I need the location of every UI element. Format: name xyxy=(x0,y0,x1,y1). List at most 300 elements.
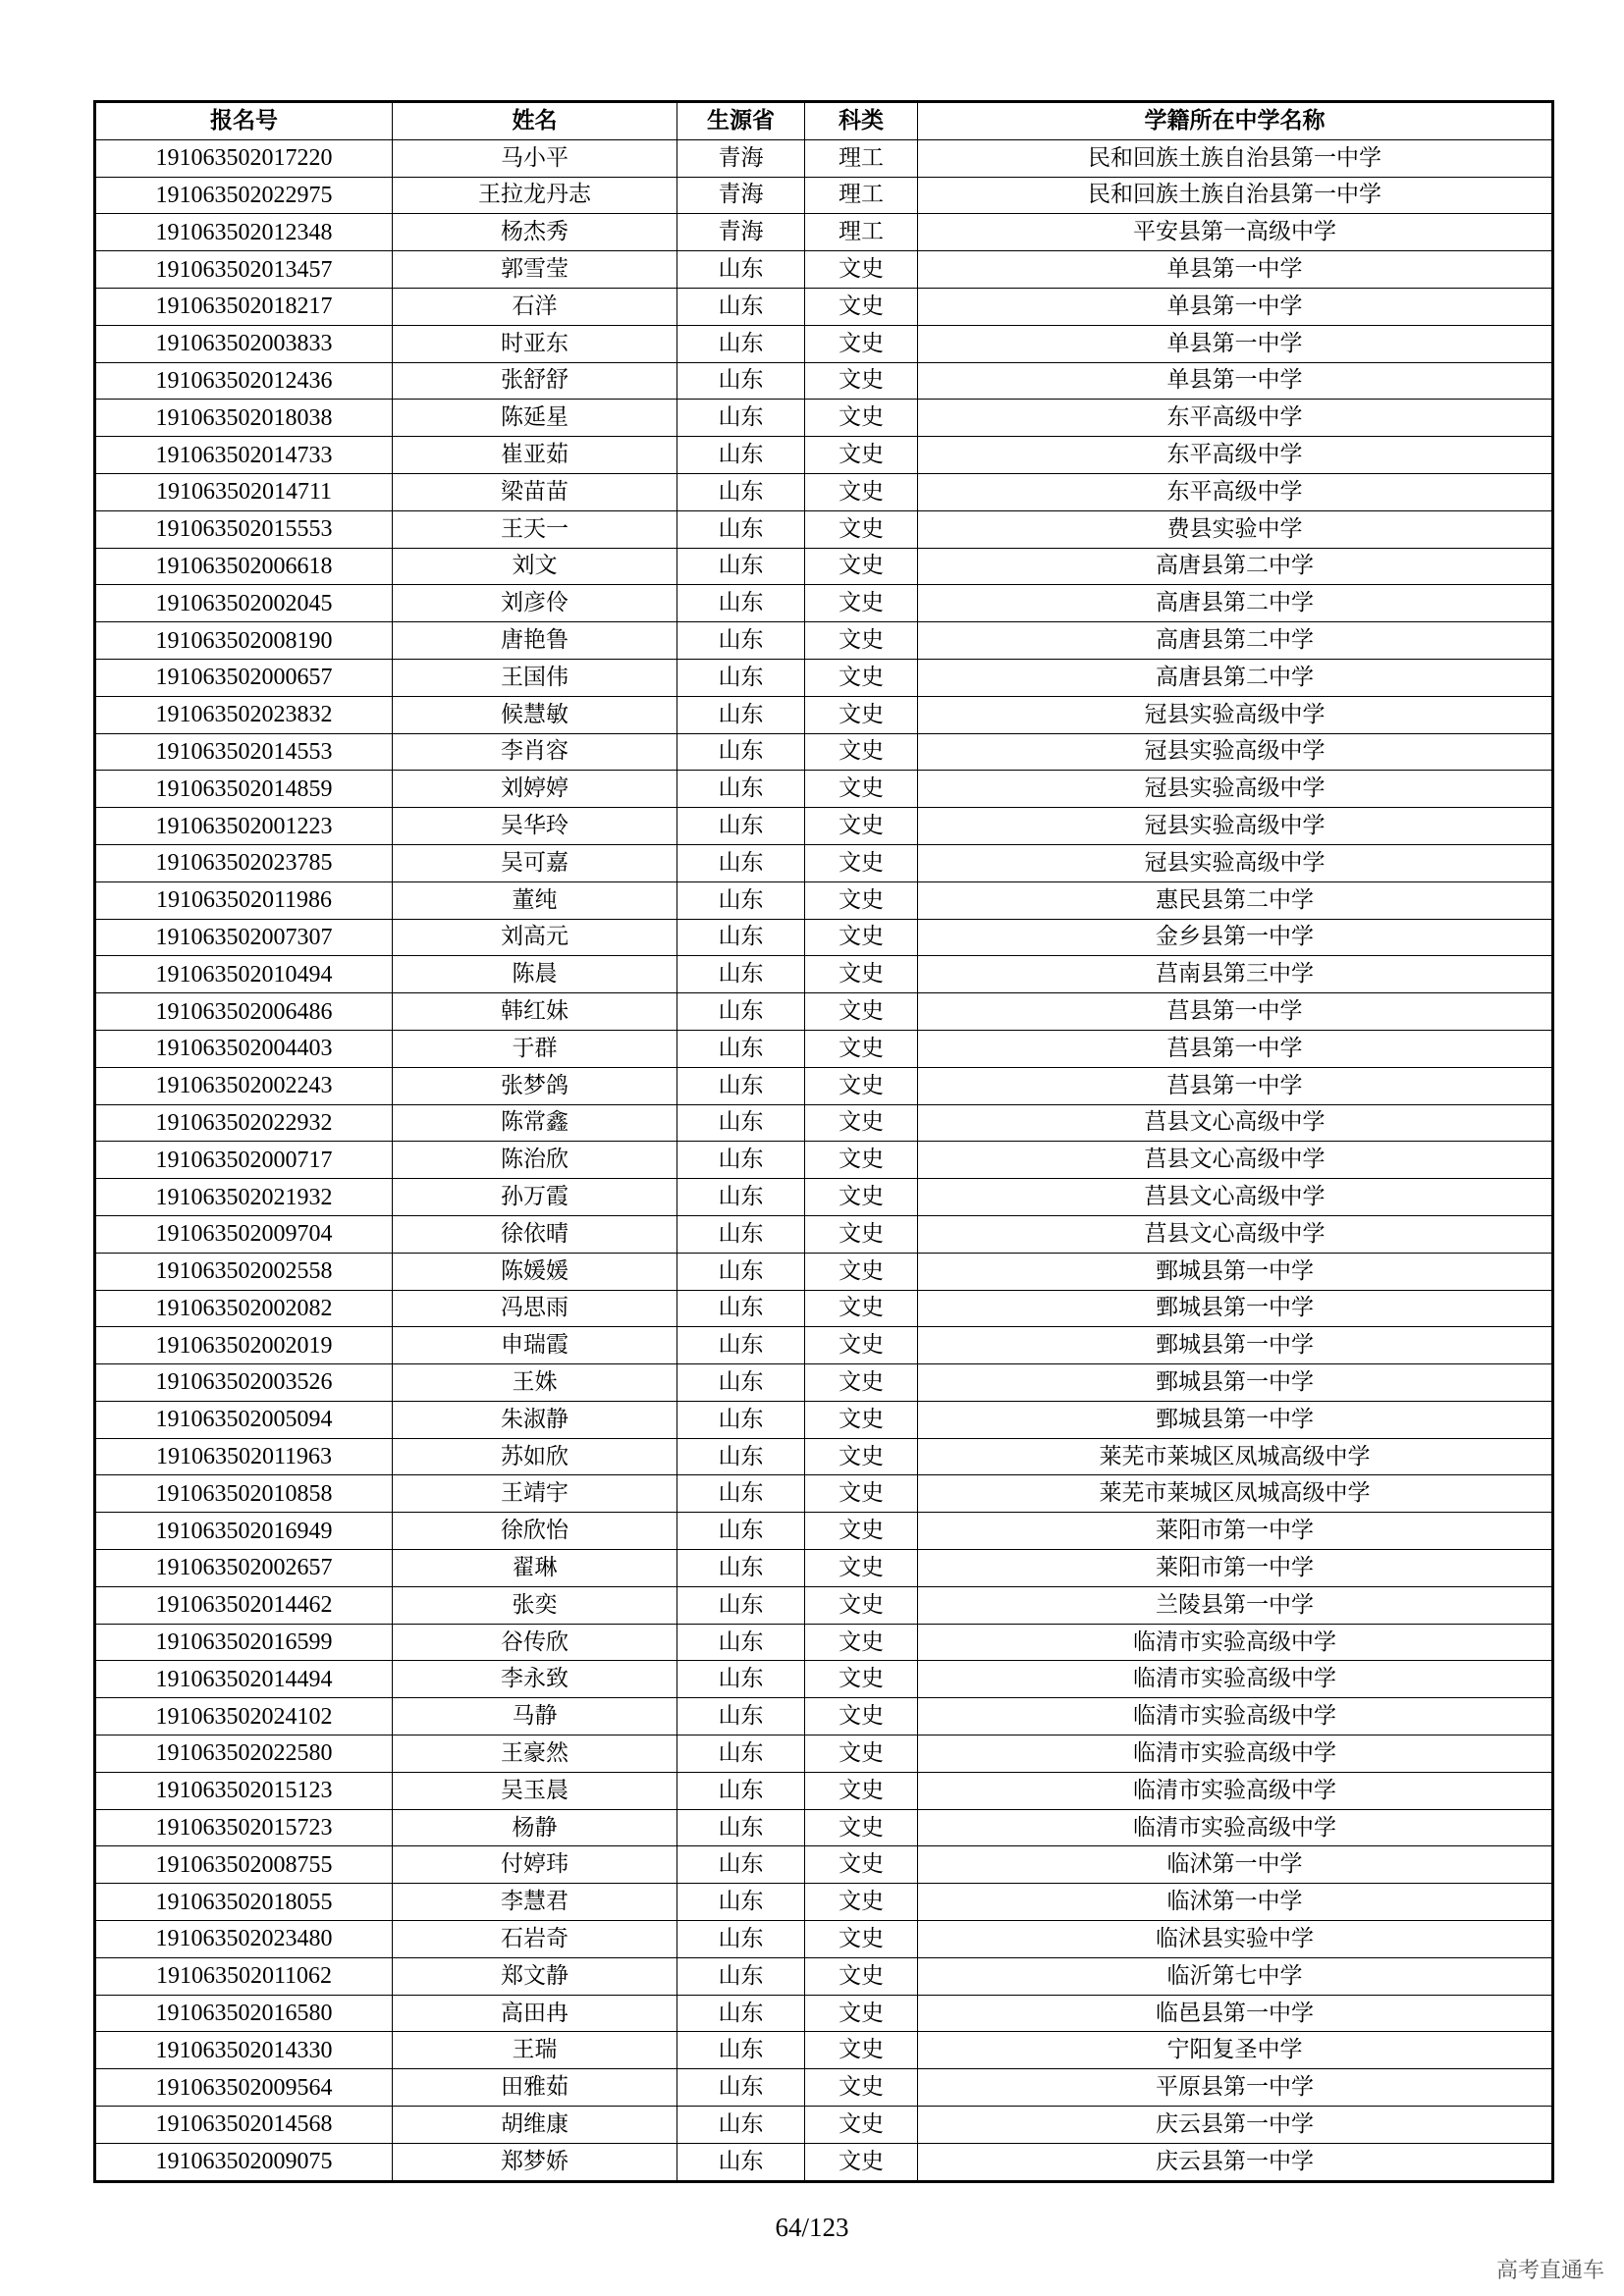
cell-school: 莒县第一中学 xyxy=(918,1030,1553,1067)
cell-school: 鄄城县第一中学 xyxy=(918,1290,1553,1327)
cell-name: 时亚东 xyxy=(393,325,677,362)
cell-name: 陈延星 xyxy=(393,400,677,437)
cell-name: 陈晨 xyxy=(393,956,677,993)
cell-province: 山东 xyxy=(677,1550,805,1587)
cell-school: 临清市实验高级中学 xyxy=(918,1735,1553,1773)
table-row xyxy=(95,2143,1553,2181)
table-row xyxy=(95,2032,1553,2069)
cell-school: 冠县实验高级中学 xyxy=(918,844,1553,881)
cell-category: 文史 xyxy=(805,1772,918,1809)
cell-name: 郑文静 xyxy=(393,1957,677,1995)
cell-school: 莒县文心高级中学 xyxy=(918,1179,1553,1216)
cell-name: 吴玉晨 xyxy=(393,1772,677,1809)
cell-registration-number: 191063502010494 xyxy=(95,956,393,993)
cell-registration-number: 191063502022580 xyxy=(95,1735,393,1773)
cell-school: 单县第一中学 xyxy=(918,288,1553,325)
cell-name: 郑梦娇 xyxy=(393,2143,677,2181)
cell-province: 山东 xyxy=(677,1995,805,2032)
cell-registration-number: 191063502011986 xyxy=(95,881,393,919)
cell-school: 平原县第一中学 xyxy=(918,2069,1553,2107)
cell-registration-number: 191063502016580 xyxy=(95,1995,393,2032)
cell-name: 马静 xyxy=(393,1698,677,1735)
cell-school: 鄄城县第一中学 xyxy=(918,1253,1553,1290)
table-row xyxy=(95,548,1553,585)
cell-category: 文史 xyxy=(805,1364,918,1402)
cell-school: 莒县文心高级中学 xyxy=(918,1104,1553,1142)
table-row xyxy=(95,1475,1553,1513)
cell-registration-number: 191063502015123 xyxy=(95,1772,393,1809)
cell-province: 山东 xyxy=(677,2032,805,2069)
cell-category: 文史 xyxy=(805,919,918,956)
table-row xyxy=(95,1921,1553,1958)
cell-school: 临清市实验高级中学 xyxy=(918,1809,1553,1846)
header-category: 科类 xyxy=(805,102,918,140)
cell-school: 庆云县第一中学 xyxy=(918,2107,1553,2144)
cell-school: 临清市实验高级中学 xyxy=(918,1772,1553,1809)
cell-registration-number: 191063502017220 xyxy=(95,139,393,177)
cell-registration-number: 191063502002657 xyxy=(95,1550,393,1587)
cell-province: 山东 xyxy=(677,1661,805,1698)
cell-registration-number: 191063502021932 xyxy=(95,1179,393,1216)
cell-category: 文史 xyxy=(805,585,918,622)
cell-name: 苏如欣 xyxy=(393,1438,677,1475)
table-row xyxy=(95,1290,1553,1327)
cell-category: 文史 xyxy=(805,956,918,993)
table-row xyxy=(95,325,1553,362)
cell-school: 高唐县第二中学 xyxy=(918,622,1553,660)
cell-school: 莒南县第三中学 xyxy=(918,956,1553,993)
cell-registration-number: 191063502013457 xyxy=(95,251,393,289)
cell-category: 文史 xyxy=(805,1661,918,1698)
cell-name: 杨静 xyxy=(393,1809,677,1846)
cell-category: 文史 xyxy=(805,473,918,510)
cell-name: 张梦鸽 xyxy=(393,1067,677,1104)
cell-school: 东平高级中学 xyxy=(918,437,1553,474)
cell-province: 山东 xyxy=(677,585,805,622)
table-row xyxy=(95,362,1553,400)
table-row xyxy=(95,993,1553,1031)
cell-registration-number: 191063502010858 xyxy=(95,1475,393,1513)
watermark: 高考直通车 xyxy=(1495,2259,1604,2283)
cell-school: 高唐县第二中学 xyxy=(918,659,1553,696)
table-row xyxy=(95,2107,1553,2144)
cell-province: 山东 xyxy=(677,251,805,289)
cell-category: 文史 xyxy=(805,771,918,808)
cell-school: 临邑县第一中学 xyxy=(918,1995,1553,2032)
table-row xyxy=(95,919,1553,956)
cell-category: 文史 xyxy=(805,362,918,400)
cell-category: 文史 xyxy=(805,1550,918,1587)
cell-name: 朱淑静 xyxy=(393,1401,677,1438)
cell-province: 山东 xyxy=(677,1809,805,1846)
cell-name: 刘高元 xyxy=(393,919,677,956)
cell-school: 莱芜市莱城区凤城高级中学 xyxy=(918,1475,1553,1513)
cell-province: 山东 xyxy=(677,362,805,400)
cell-category: 理工 xyxy=(805,177,918,214)
cell-name: 韩红妹 xyxy=(393,993,677,1031)
cell-province: 山东 xyxy=(677,1364,805,1402)
cell-name: 胡维康 xyxy=(393,2107,677,2144)
cell-province: 山东 xyxy=(677,993,805,1031)
cell-category: 文史 xyxy=(805,1142,918,1179)
cell-category: 文史 xyxy=(805,1809,918,1846)
cell-name: 李慧君 xyxy=(393,1884,677,1921)
cell-school: 临沭第一中学 xyxy=(918,1884,1553,1921)
table-row xyxy=(95,1698,1553,1735)
cell-category: 文史 xyxy=(805,808,918,845)
cell-registration-number: 191063502006618 xyxy=(95,548,393,585)
table-header xyxy=(95,102,1553,140)
table-row xyxy=(95,510,1553,548)
table-row xyxy=(95,1586,1553,1624)
cell-category: 文史 xyxy=(805,1104,918,1142)
table-row xyxy=(95,214,1553,251)
cell-category: 文史 xyxy=(805,881,918,919)
cell-registration-number: 191063502006486 xyxy=(95,993,393,1031)
table-row xyxy=(95,1327,1553,1364)
cell-category: 文史 xyxy=(805,2143,918,2181)
table-row xyxy=(95,1438,1553,1475)
cell-category: 文史 xyxy=(805,2032,918,2069)
cell-name: 徐欣怡 xyxy=(393,1513,677,1550)
cell-school: 临清市实验高级中学 xyxy=(918,1661,1553,1698)
cell-province: 山东 xyxy=(677,1142,805,1179)
cell-province: 山东 xyxy=(677,2069,805,2107)
cell-category: 文史 xyxy=(805,1179,918,1216)
cell-name: 吴可嘉 xyxy=(393,844,677,881)
cell-category: 文史 xyxy=(805,325,918,362)
cell-registration-number: 191063502009704 xyxy=(95,1215,393,1253)
cell-province: 山东 xyxy=(677,1513,805,1550)
cell-school: 冠县实验高级中学 xyxy=(918,696,1553,733)
cell-name: 谷传欣 xyxy=(393,1624,677,1661)
cell-registration-number: 191063502014462 xyxy=(95,1586,393,1624)
table-row xyxy=(95,1957,1553,1995)
cell-province: 山东 xyxy=(677,325,805,362)
cell-school: 临沭县实验中学 xyxy=(918,1921,1553,1958)
cell-province: 山东 xyxy=(677,1327,805,1364)
cell-school: 临沭第一中学 xyxy=(918,1846,1553,1884)
cell-province: 青海 xyxy=(677,177,805,214)
table-body xyxy=(95,139,1553,2181)
cell-category: 文史 xyxy=(805,696,918,733)
table-row xyxy=(95,585,1553,622)
cell-name: 杨杰秀 xyxy=(393,214,677,251)
cell-province: 山东 xyxy=(677,437,805,474)
header-name: 姓名 xyxy=(393,102,677,140)
cell-school: 冠县实验高级中学 xyxy=(918,808,1553,845)
cell-province: 山东 xyxy=(677,1884,805,1921)
cell-name: 于群 xyxy=(393,1030,677,1067)
cell-category: 理工 xyxy=(805,214,918,251)
cell-category: 文史 xyxy=(805,548,918,585)
cell-school: 莒县文心高级中学 xyxy=(918,1142,1553,1179)
table-row xyxy=(95,1661,1553,1698)
cell-province: 山东 xyxy=(677,696,805,733)
table-row xyxy=(95,733,1553,771)
cell-registration-number: 191063502002243 xyxy=(95,1067,393,1104)
cell-name: 申瑞霞 xyxy=(393,1327,677,1364)
cell-registration-number: 191063502004403 xyxy=(95,1030,393,1067)
cell-name: 吴华玲 xyxy=(393,808,677,845)
cell-registration-number: 191063502012348 xyxy=(95,214,393,251)
cell-category: 文史 xyxy=(805,1995,918,2032)
cell-registration-number: 191063502007307 xyxy=(95,919,393,956)
cell-category: 文史 xyxy=(805,1067,918,1104)
cell-province: 山东 xyxy=(677,1401,805,1438)
page-number: 64/123 xyxy=(775,2213,849,2242)
cell-province: 山东 xyxy=(677,1067,805,1104)
cell-name: 梁苗苗 xyxy=(393,473,677,510)
header-row xyxy=(95,102,1553,140)
cell-province: 山东 xyxy=(677,1290,805,1327)
cell-school: 金乡县第一中学 xyxy=(918,919,1553,956)
cell-province: 山东 xyxy=(677,288,805,325)
cell-school: 冠县实验高级中学 xyxy=(918,771,1553,808)
cell-category: 文史 xyxy=(805,1290,918,1327)
cell-school: 莱芜市莱城区凤城高级中学 xyxy=(918,1438,1553,1475)
table-row xyxy=(95,288,1553,325)
table-row xyxy=(95,844,1553,881)
cell-registration-number: 191063502024102 xyxy=(95,1698,393,1735)
cell-school: 临清市实验高级中学 xyxy=(918,1698,1553,1735)
cell-school: 民和回族土族自治县第一中学 xyxy=(918,177,1553,214)
cell-province: 山东 xyxy=(677,2107,805,2144)
table-row xyxy=(95,2069,1553,2107)
cell-category: 文史 xyxy=(805,844,918,881)
cell-name: 付婷玮 xyxy=(393,1846,677,1884)
cell-school: 鄄城县第一中学 xyxy=(918,1401,1553,1438)
table-row xyxy=(95,400,1553,437)
cell-category: 文史 xyxy=(805,1921,918,1958)
cell-province: 山东 xyxy=(677,1735,805,1773)
cell-registration-number: 191063502014494 xyxy=(95,1661,393,1698)
cell-registration-number: 191063502003833 xyxy=(95,325,393,362)
cell-province: 山东 xyxy=(677,1698,805,1735)
table-row xyxy=(95,1995,1553,2032)
cell-registration-number: 191063502014568 xyxy=(95,2107,393,2144)
cell-province: 山东 xyxy=(677,1215,805,1253)
table-row xyxy=(95,622,1553,660)
cell-province: 山东 xyxy=(677,2143,805,2181)
cell-school: 庆云县第一中学 xyxy=(918,2143,1553,2181)
table-row xyxy=(95,1809,1553,1846)
cell-school: 临沂第七中学 xyxy=(918,1957,1553,1995)
cell-registration-number: 191063502002045 xyxy=(95,585,393,622)
table-row xyxy=(95,1550,1553,1587)
table-row xyxy=(95,1215,1553,1253)
cell-category: 文史 xyxy=(805,510,918,548)
cell-name: 唐艳鲁 xyxy=(393,622,677,660)
cell-registration-number: 191063502008190 xyxy=(95,622,393,660)
table-row xyxy=(95,1179,1553,1216)
cell-category: 文史 xyxy=(805,1401,918,1438)
cell-name: 田雅茹 xyxy=(393,2069,677,2107)
cell-province: 山东 xyxy=(677,400,805,437)
cell-province: 山东 xyxy=(677,1921,805,1958)
cell-name: 李肖容 xyxy=(393,733,677,771)
cell-school: 莒县第一中学 xyxy=(918,993,1553,1031)
cell-name: 马小平 xyxy=(393,139,677,177)
cell-registration-number: 191063502011963 xyxy=(95,1438,393,1475)
table-row xyxy=(95,1364,1553,1402)
cell-category: 文史 xyxy=(805,1030,918,1067)
cell-province: 山东 xyxy=(677,659,805,696)
cell-registration-number: 191063502014859 xyxy=(95,771,393,808)
cell-category: 文史 xyxy=(805,1846,918,1884)
cell-category: 文史 xyxy=(805,2107,918,2144)
cell-registration-number: 191063502016949 xyxy=(95,1513,393,1550)
cell-province: 山东 xyxy=(677,1846,805,1884)
table-row xyxy=(95,177,1553,214)
cell-registration-number: 191063502008755 xyxy=(95,1846,393,1884)
cell-registration-number: 191063502014330 xyxy=(95,2032,393,2069)
cell-name: 郭雪莹 xyxy=(393,251,677,289)
cell-name: 崔亚茹 xyxy=(393,437,677,474)
cell-province: 山东 xyxy=(677,771,805,808)
cell-name: 刘文 xyxy=(393,548,677,585)
table-row xyxy=(95,659,1553,696)
cell-name: 李永致 xyxy=(393,1661,677,1698)
table-row xyxy=(95,1253,1553,1290)
cell-category: 理工 xyxy=(805,139,918,177)
cell-category: 文史 xyxy=(805,1327,918,1364)
cell-province: 山东 xyxy=(677,1475,805,1513)
cell-name: 陈常鑫 xyxy=(393,1104,677,1142)
header-province: 生源省 xyxy=(677,102,805,140)
cell-name: 翟琳 xyxy=(393,1550,677,1587)
cell-registration-number: 191063502009075 xyxy=(95,2143,393,2181)
cell-school: 临清市实验高级中学 xyxy=(918,1624,1553,1661)
cell-school: 惠民县第二中学 xyxy=(918,881,1553,919)
table-row xyxy=(95,473,1553,510)
cell-category: 文史 xyxy=(805,1624,918,1661)
cell-school: 鄄城县第一中学 xyxy=(918,1364,1553,1402)
table-row xyxy=(95,251,1553,289)
table-row xyxy=(95,1067,1553,1104)
cell-registration-number: 191063502023785 xyxy=(95,844,393,881)
cell-school: 东平高级中学 xyxy=(918,400,1553,437)
cell-category: 文史 xyxy=(805,733,918,771)
cell-registration-number: 191063502012436 xyxy=(95,362,393,400)
table-row xyxy=(95,881,1553,919)
cell-registration-number: 191063502023480 xyxy=(95,1921,393,1958)
cell-registration-number: 191063502001223 xyxy=(95,808,393,845)
cell-name: 刘彦伶 xyxy=(393,585,677,622)
cell-category: 文史 xyxy=(805,1884,918,1921)
cell-registration-number: 191063502014711 xyxy=(95,473,393,510)
cell-school: 单县第一中学 xyxy=(918,325,1553,362)
table-row xyxy=(95,956,1553,993)
cell-school: 鄄城县第一中学 xyxy=(918,1327,1553,1364)
cell-province: 山东 xyxy=(677,733,805,771)
cell-category: 文史 xyxy=(805,622,918,660)
cell-province: 山东 xyxy=(677,548,805,585)
table-row xyxy=(95,1846,1553,1884)
cell-school: 高唐县第二中学 xyxy=(918,585,1553,622)
cell-registration-number: 191063502003526 xyxy=(95,1364,393,1402)
cell-category: 文史 xyxy=(805,993,918,1031)
cell-category: 文史 xyxy=(805,1957,918,1995)
cell-category: 文史 xyxy=(805,251,918,289)
cell-school: 莒县第一中学 xyxy=(918,1067,1553,1104)
table-row xyxy=(95,1030,1553,1067)
cell-name: 董纯 xyxy=(393,881,677,919)
cell-category: 文史 xyxy=(805,1253,918,1290)
cell-name: 王国伟 xyxy=(393,659,677,696)
table-row xyxy=(95,1401,1553,1438)
cell-school: 民和回族土族自治县第一中学 xyxy=(918,139,1553,177)
cell-name: 候慧敏 xyxy=(393,696,677,733)
cell-province: 青海 xyxy=(677,139,805,177)
cell-category: 文史 xyxy=(805,2069,918,2107)
cell-name: 冯思雨 xyxy=(393,1290,677,1327)
cell-province: 山东 xyxy=(677,1253,805,1290)
cell-province: 山东 xyxy=(677,881,805,919)
cell-province: 山东 xyxy=(677,1772,805,1809)
cell-category: 文史 xyxy=(805,437,918,474)
cell-name: 王天一 xyxy=(393,510,677,548)
cell-registration-number: 191063502015553 xyxy=(95,510,393,548)
cell-registration-number: 191063502000657 xyxy=(95,659,393,696)
admission-list-table xyxy=(93,100,1554,2183)
table-row xyxy=(95,771,1553,808)
cell-category: 文史 xyxy=(805,1475,918,1513)
cell-name: 张奕 xyxy=(393,1586,677,1624)
cell-registration-number: 191063502023832 xyxy=(95,696,393,733)
cell-province: 山东 xyxy=(677,808,805,845)
cell-category: 文史 xyxy=(805,288,918,325)
cell-category: 文史 xyxy=(805,1513,918,1550)
cell-province: 山东 xyxy=(677,1030,805,1067)
table-row xyxy=(95,1104,1553,1142)
table-row xyxy=(95,1772,1553,1809)
cell-school: 莱阳市第一中学 xyxy=(918,1513,1553,1550)
cell-school: 单县第一中学 xyxy=(918,362,1553,400)
table-row xyxy=(95,139,1553,177)
table-row xyxy=(95,1142,1553,1179)
cell-name: 王拉龙丹志 xyxy=(393,177,677,214)
cell-province: 山东 xyxy=(677,1957,805,1995)
cell-province: 山东 xyxy=(677,473,805,510)
cell-registration-number: 191063502015723 xyxy=(95,1809,393,1846)
cell-name: 王豪然 xyxy=(393,1735,677,1773)
cell-registration-number: 191063502002082 xyxy=(95,1290,393,1327)
cell-province: 山东 xyxy=(677,919,805,956)
cell-name: 刘婷婷 xyxy=(393,771,677,808)
cell-school: 平安县第一高级中学 xyxy=(918,214,1553,251)
cell-registration-number: 191063502000717 xyxy=(95,1142,393,1179)
cell-name: 陈媛媛 xyxy=(393,1253,677,1290)
cell-province: 山东 xyxy=(677,1104,805,1142)
cell-category: 文史 xyxy=(805,400,918,437)
cell-province: 山东 xyxy=(677,622,805,660)
table-row xyxy=(95,808,1553,845)
cell-name: 陈治欣 xyxy=(393,1142,677,1179)
table-row xyxy=(95,1624,1553,1661)
table-row xyxy=(95,1884,1553,1921)
cell-category: 文史 xyxy=(805,659,918,696)
cell-province: 山东 xyxy=(677,510,805,548)
cell-registration-number: 191063502022932 xyxy=(95,1104,393,1142)
cell-school: 宁阳复圣中学 xyxy=(918,2032,1553,2069)
cell-category: 文史 xyxy=(805,1735,918,1773)
cell-category: 文史 xyxy=(805,1215,918,1253)
cell-registration-number: 191063502011062 xyxy=(95,1957,393,1995)
cell-school: 东平高级中学 xyxy=(918,473,1553,510)
header-school: 学籍所在中学名称 xyxy=(918,102,1553,140)
cell-registration-number: 191063502005094 xyxy=(95,1401,393,1438)
